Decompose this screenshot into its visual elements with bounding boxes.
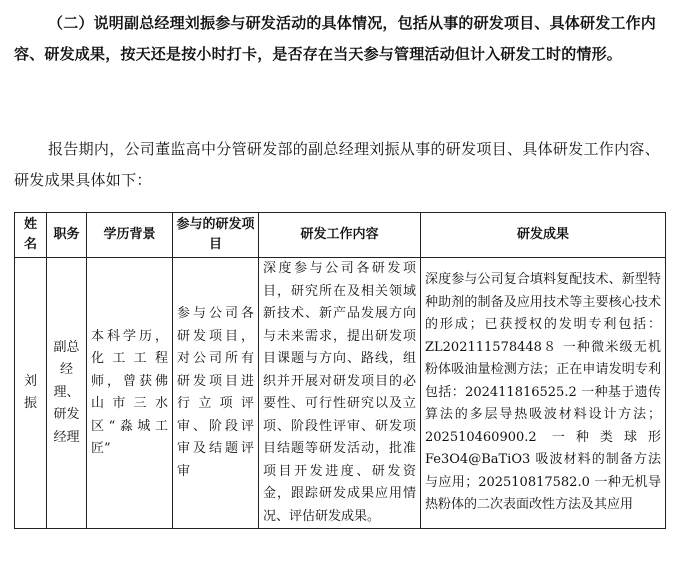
table-row	[15, 258, 666, 529]
header-results: 研发成果	[421, 213, 666, 258]
header-position: 职务	[47, 213, 87, 258]
cell-projects: 参与公司各研发项目，对公司所有研发项目进行立项评审、阶段评审及结题评审	[173, 258, 259, 529]
cell-position: 副总经理、研发经理	[47, 258, 87, 529]
cell-work: 深度参与公司各研发项目，研究所在及相关领域新技术、新产品发展方向与未来需求，提出研发项目课题与方向、路线，组织并开展对研发项目的必要性、可行性研究以及立项、阶段性评审、研发项目结题等研发活动，批准项目开发进度、研发资金，跟踪研发成果应用情况、评估研发成果。	[259, 258, 421, 529]
header-name: 姓名	[15, 213, 47, 258]
cell-education: 本科学历，化工工程师，曾获佛山市三水区“淼城工匠”	[87, 258, 173, 529]
header-projects: 参与的研发项目	[173, 213, 259, 258]
rd-personnel-table	[14, 212, 666, 529]
intro-paragraph: 报告期内，公司董监高中分管研发部的副总经理刘振从事的研发项目、具体研发工作内容、研发成果具体如下：	[14, 140, 661, 189]
cell-name: 刘振	[15, 258, 47, 529]
cell-results: 深度参与公司复合填料复配技术、新型特种助剂的制备及应用技术等主要核心技术的形成；已获授权的发明专利包括：ZL202111578448８ 一种微米级无机粉体吸油量检测方法；正在申请发明专利包括：202411816525.2 一种基于遗传算法的多层导热吸波材料设计方法；202510460900.2 一种类球形Fe3O4@BaTiO3 吸波材料的制备方法与应用；202510817582.0 一种无机导热粉体的二次表面改性方法及其应用	[421, 258, 666, 529]
table-header-row	[15, 213, 666, 258]
header-education: 学历背景	[87, 213, 173, 258]
header-work: 研发工作内容	[259, 213, 421, 258]
section-heading: （二）说明副总经理刘振参与研发活动的具体情况，包括从事的研发项目、具体研发工作内容、研发成果，按天还是按小时打卡，是否存在当天参与管理活动但计入研发工时的情形。	[14, 14, 657, 63]
